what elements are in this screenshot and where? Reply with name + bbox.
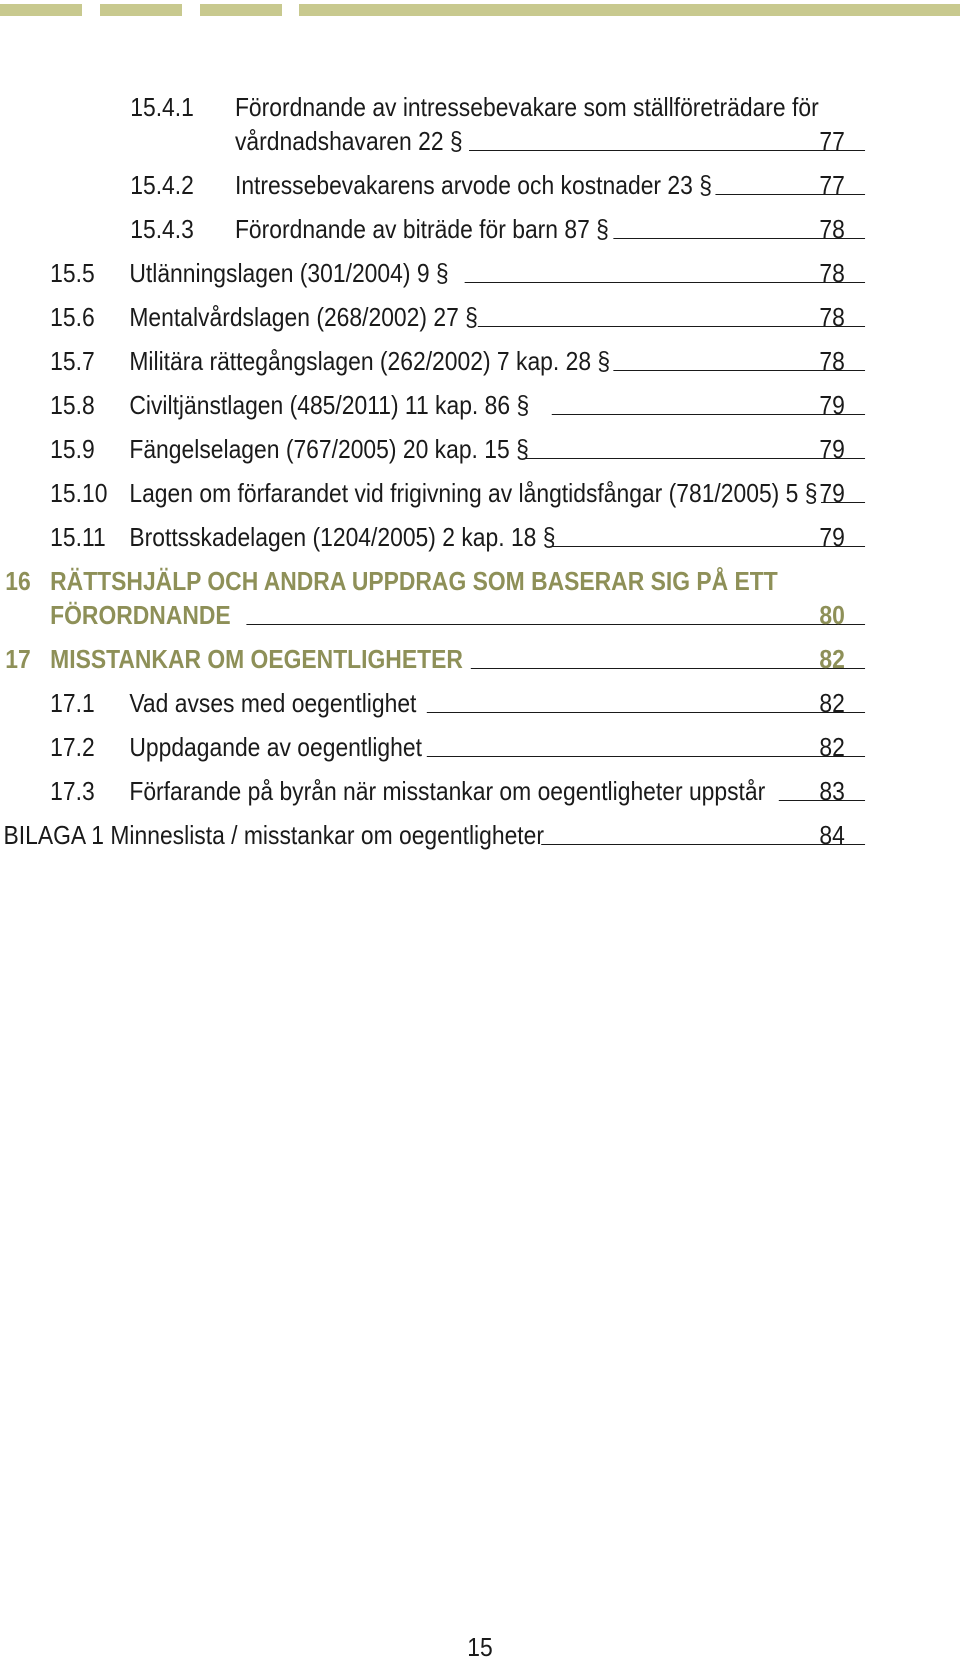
toc-entry-title: Förordnande av biträde för barn 87 § <box>234 214 609 244</box>
dot-leader <box>525 458 865 459</box>
header-bar-segment <box>299 4 960 16</box>
toc-entry-page: 78 <box>819 258 845 288</box>
toc-entry-number: 17.2 <box>50 732 95 762</box>
toc-entry-page: 79 <box>819 522 845 552</box>
dot-leader <box>478 326 865 327</box>
toc-chapter-title-line: FÖRORDNANDE <box>50 600 231 630</box>
toc-entry[interactable] <box>0 91 845 161</box>
toc-entry-title-line: vårdnadshavaren 22 § <box>234 126 463 156</box>
toc-entry-page: 79 <box>819 390 845 420</box>
toc-entry-title: Intressebevakarens arvode och kostnader 23 § <box>234 170 712 200</box>
toc-entry-title: Fängelselagen (767/2005) 20 kap. 15 § <box>129 434 529 464</box>
toc-entry-number: 15.4.1 <box>130 92 194 122</box>
header-bar-segment <box>200 4 282 16</box>
toc-entry-page: 83 <box>819 776 845 806</box>
dot-leader <box>427 712 865 713</box>
toc-entry-page: 78 <box>819 346 845 376</box>
toc-entry[interactable] <box>0 301 845 334</box>
toc-entry-number: 15.4.3 <box>130 214 194 244</box>
toc-chapter-page: 80 <box>819 600 845 630</box>
toc-chapter-title: MISSTANKAR OM OEGENTLIGHETER <box>50 644 463 674</box>
toc-appendix-title: BILAGA 1 Minneslista / misstankar om oegentligheter <box>3 820 545 850</box>
toc-entry[interactable] <box>0 731 845 764</box>
dot-leader <box>552 546 865 547</box>
toc-entry-title-line: Förordnande av intressebevakare som ställföreträdare för <box>234 92 819 122</box>
toc-entry-title: Lagen om förfarandet vid frigivning av långtidsfångar (781/2005) 5 § <box>129 478 818 508</box>
toc-chapter-page: 82 <box>819 644 845 674</box>
toc-entry[interactable] <box>0 687 845 720</box>
toc-entry-number: 15.4.2 <box>130 170 194 200</box>
toc-entry[interactable] <box>0 521 845 554</box>
toc-appendix-page: 84 <box>819 820 845 850</box>
dot-leader <box>465 282 865 283</box>
toc-entry-page: 77 <box>819 126 845 156</box>
toc-entry-number: 17.1 <box>50 688 95 718</box>
dot-leader <box>552 414 865 415</box>
toc-entry[interactable] <box>0 169 845 202</box>
header-bar-segment <box>0 4 82 16</box>
toc-entry[interactable] <box>0 257 845 290</box>
dot-leader <box>246 624 865 625</box>
toc-entry-page: 79 <box>819 434 845 464</box>
toc-entry[interactable] <box>0 389 845 422</box>
toc-entry-number: 17.3 <box>50 776 95 806</box>
toc-appendix-entry[interactable] <box>0 819 845 852</box>
toc-entry-title: Militära rättegångslagen (262/2002) 7 kap. 28 § <box>129 346 611 376</box>
toc-entry-number: 15.7 <box>50 346 95 376</box>
toc-entry-number: 15.5 <box>50 258 95 288</box>
toc-chapter-heading[interactable] <box>0 565 845 635</box>
toc-entry-number: 15.11 <box>50 522 106 552</box>
toc-entry-page: 82 <box>819 732 845 762</box>
dot-leader <box>541 844 865 845</box>
toc-entry-title: Vad avses med oegentlighet <box>129 688 417 718</box>
toc-entry-number: 15.8 <box>50 390 95 420</box>
dot-leader <box>469 150 865 151</box>
dot-leader <box>471 668 865 669</box>
toc-entry[interactable] <box>0 433 845 466</box>
toc-chapter-title-line: RÄTTSHJÄLP OCH ANDRA UPPDRAG SOM BASERAR SIG PÅ ETT <box>50 566 778 596</box>
toc-entry[interactable] <box>0 345 845 378</box>
toc-entry-page: 79 <box>819 478 845 508</box>
toc-entry-title: Uppdagande av oegentlighet <box>129 732 422 762</box>
dot-leader <box>427 756 865 757</box>
toc-entry-title: Förfarande på byrån när misstankar om oegentligheter uppstår <box>129 776 766 806</box>
toc-entry-number: 15.10 <box>50 478 108 508</box>
header-bar-segment <box>100 4 182 16</box>
toc-entry-title: Brottsskadelagen (1204/2005) 2 kap. 18 § <box>129 522 556 552</box>
toc-chapter-number: 16 <box>5 566 31 596</box>
toc-chapter-heading[interactable] <box>0 643 845 676</box>
toc-entry[interactable] <box>0 775 845 808</box>
toc-entry[interactable] <box>0 477 845 510</box>
toc-entry[interactable] <box>0 213 845 246</box>
toc-entry-page: 78 <box>819 302 845 332</box>
toc-entry-page: 78 <box>819 214 845 244</box>
toc-chapter-number: 17 <box>5 644 31 674</box>
toc-entry-page: 82 <box>819 688 845 718</box>
toc-entry-title: Utlänningslagen (301/2004) 9 § <box>129 258 449 288</box>
toc-entry-title: Civiltjänstlagen (485/2011) 11 kap. 86 § <box>129 390 530 420</box>
toc-entry-page: 77 <box>819 170 845 200</box>
toc-entry-number: 15.6 <box>50 302 95 332</box>
toc-entry-number: 15.9 <box>50 434 95 464</box>
toc-entry-title: Mentalvårdslagen (268/2002) 27 § <box>129 302 478 332</box>
page-number: 15 <box>467 1632 493 1662</box>
